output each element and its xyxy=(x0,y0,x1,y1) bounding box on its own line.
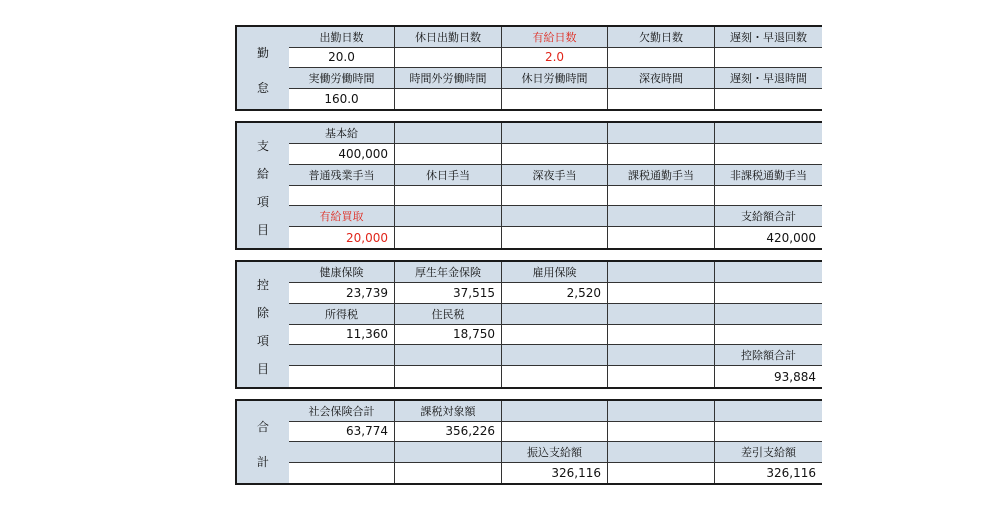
value-cell xyxy=(608,227,715,248)
side-char: 目 xyxy=(256,361,269,376)
header-cell: 普通残業手当 xyxy=(289,165,395,186)
header-cell: 基本給 xyxy=(289,123,395,144)
value-cell xyxy=(289,463,395,484)
value-cell: 400,000 xyxy=(289,144,395,165)
side-char: 給 xyxy=(256,166,269,181)
header-cell xyxy=(715,123,822,144)
header-cell: 課税対象額 xyxy=(395,401,502,422)
value-cell-total-deductions: 93,884 xyxy=(715,366,822,387)
value-cell xyxy=(608,89,715,110)
value-cell-paid-leave-days: 2.0 xyxy=(502,48,608,69)
value-cell: 356,226 xyxy=(395,422,502,443)
side-char: 控 xyxy=(256,277,269,292)
value-cell xyxy=(395,89,502,110)
value-cell-total-payments: 420,000 xyxy=(715,227,822,248)
header-cell xyxy=(289,442,395,463)
value-cell-net-payment: 326,116 xyxy=(715,463,822,484)
value-cell xyxy=(289,366,395,387)
value-cell xyxy=(608,48,715,69)
header-cell: 実働労働時間 xyxy=(289,68,395,89)
header-cell xyxy=(395,206,502,227)
header-cell: 休日手当 xyxy=(395,165,502,186)
value-cell xyxy=(502,366,608,387)
value-cell: 20.0 xyxy=(289,48,395,69)
value-cell xyxy=(715,422,822,443)
header-cell: 厚生年金保険 xyxy=(395,262,502,283)
value-cell xyxy=(608,366,715,387)
deductions-section xyxy=(235,260,822,389)
side-char: 怠 xyxy=(256,81,269,95)
header-cell: 雇用保険 xyxy=(502,262,608,283)
header-cell-total-payments: 支給額合計 xyxy=(715,206,822,227)
value-cell xyxy=(502,422,608,443)
header-cell xyxy=(395,345,502,366)
value-cell xyxy=(608,283,715,304)
value-cell: 63,774 xyxy=(289,422,395,443)
value-cell: 160.0 xyxy=(289,89,395,110)
header-cell: 深夜手当 xyxy=(502,165,608,186)
header-cell xyxy=(715,304,822,325)
attendance-side-label xyxy=(237,27,290,109)
header-cell xyxy=(395,442,502,463)
value-cell xyxy=(715,89,822,110)
value-cell: 37,515 xyxy=(395,283,502,304)
header-cell xyxy=(502,206,608,227)
header-cell: 社会保険合計 xyxy=(289,401,395,422)
header-cell: 欠勤日数 xyxy=(608,27,715,48)
side-char: 目 xyxy=(256,222,269,237)
value-cell: 23,739 xyxy=(289,283,395,304)
header-cell: 健康保険 xyxy=(289,262,395,283)
header-cell: 所得税 xyxy=(289,304,395,325)
header-cell: 遅刻・早退時間 xyxy=(715,68,822,89)
header-cell: 遅刻・早退回数 xyxy=(715,27,822,48)
header-cell xyxy=(395,123,502,144)
header-cell: 非課税通勤手当 xyxy=(715,165,822,186)
value-cell xyxy=(502,186,608,207)
value-cell xyxy=(715,325,822,346)
value-cell xyxy=(608,144,715,165)
header-cell xyxy=(502,304,608,325)
side-char: 除 xyxy=(256,305,269,320)
header-cell: 深夜時間 xyxy=(608,68,715,89)
payments-section xyxy=(235,121,822,250)
header-cell xyxy=(608,401,715,422)
header-cell: 休日出勤日数 xyxy=(395,27,502,48)
header-cell xyxy=(608,123,715,144)
value-cell-transfer-payment: 326,116 xyxy=(502,463,608,484)
value-cell xyxy=(608,422,715,443)
value-cell xyxy=(395,48,502,69)
totals-section xyxy=(235,399,822,485)
header-cell-paid-leave-buyout: 有給買取 xyxy=(289,206,395,227)
header-cell xyxy=(608,345,715,366)
side-char: 計 xyxy=(256,455,269,469)
value-cell xyxy=(395,144,502,165)
value-cell-paid-leave-buyout: 20,000 xyxy=(289,227,395,248)
header-cell xyxy=(608,262,715,283)
header-cell: 時間外労働時間 xyxy=(395,68,502,89)
header-cell: 休日労働時間 xyxy=(502,68,608,89)
attendance-section xyxy=(235,25,822,111)
totals-side-label xyxy=(237,401,290,483)
header-cell xyxy=(502,401,608,422)
header-cell xyxy=(289,345,395,366)
side-char: 支 xyxy=(256,138,269,153)
value-cell xyxy=(395,186,502,207)
header-cell xyxy=(608,442,715,463)
value-cell xyxy=(502,89,608,110)
value-cell xyxy=(395,366,502,387)
value-cell xyxy=(502,325,608,346)
header-cell-transfer-payment: 振込支給額 xyxy=(502,442,608,463)
deductions-side-label xyxy=(237,262,290,387)
value-cell xyxy=(608,325,715,346)
value-cell: 2,520 xyxy=(502,283,608,304)
value-cell xyxy=(608,186,715,207)
header-cell: 課税通勤手当 xyxy=(608,165,715,186)
value-cell xyxy=(715,186,822,207)
value-cell xyxy=(395,463,502,484)
header-cell xyxy=(608,206,715,227)
header-cell xyxy=(502,345,608,366)
value-cell xyxy=(715,283,822,304)
header-cell-total-deductions: 控除額合計 xyxy=(715,345,822,366)
value-cell xyxy=(502,144,608,165)
payments-side-label xyxy=(237,123,290,248)
value-cell xyxy=(395,227,502,248)
header-cell xyxy=(715,401,822,422)
value-cell: 18,750 xyxy=(395,325,502,346)
side-char: 項 xyxy=(256,194,269,209)
value-cell xyxy=(502,227,608,248)
header-cell xyxy=(715,262,822,283)
value-cell xyxy=(715,48,822,69)
header-cell-paid-leave-days: 有給日数 xyxy=(502,27,608,48)
header-cell xyxy=(502,123,608,144)
header-cell xyxy=(608,304,715,325)
side-char: 合 xyxy=(256,420,269,434)
value-cell xyxy=(608,463,715,484)
header-cell: 住民税 xyxy=(395,304,502,325)
side-char: 項 xyxy=(256,333,269,348)
header-cell-net-payment: 差引支給額 xyxy=(715,442,822,463)
side-char: 勤 xyxy=(256,46,269,60)
value-cell xyxy=(715,144,822,165)
value-cell: 11,360 xyxy=(289,325,395,346)
header-cell: 出勤日数 xyxy=(289,27,395,48)
value-cell xyxy=(289,186,395,207)
